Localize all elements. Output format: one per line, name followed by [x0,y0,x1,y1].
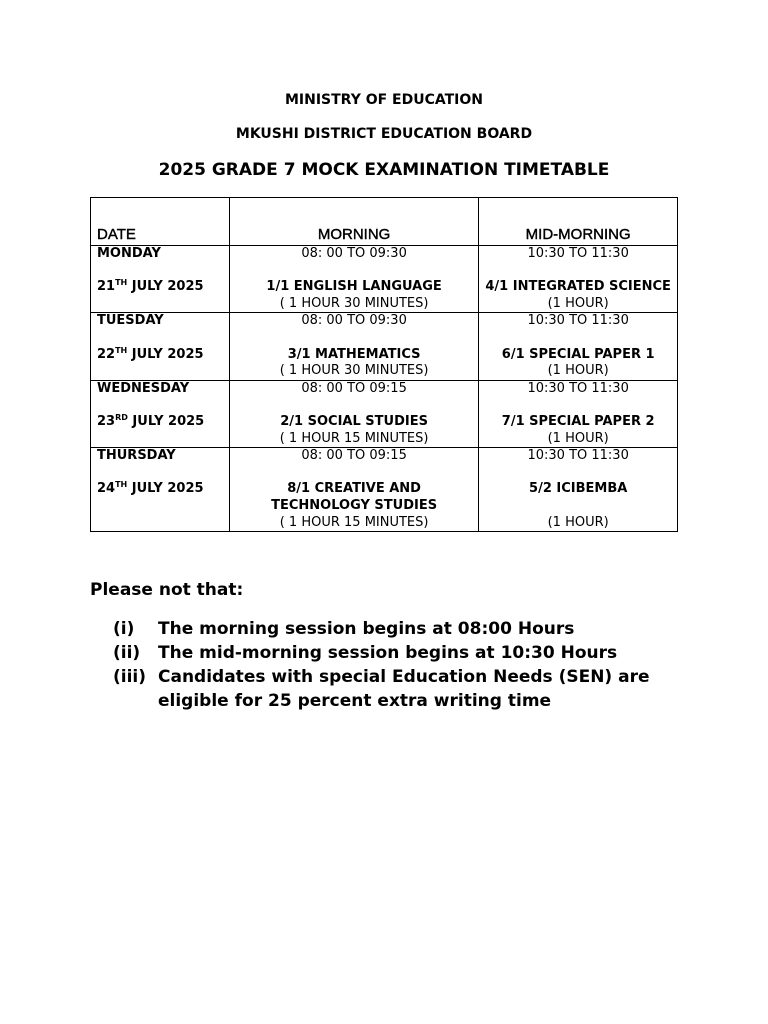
session-duration: (1 HOUR) [547,430,609,446]
date-cell [91,448,230,532]
note-text: The mid-morning session begins at 10:30 Hours [158,643,618,663]
day-name: TUESDAY [97,313,164,329]
list-item [113,617,693,641]
date-cell [91,246,230,313]
session-time: 10:30 TO 11:30 [527,448,629,464]
date-text: 24TH JULY 2025 [97,480,204,497]
list-number: (iii) [113,667,147,687]
table-row [91,448,678,532]
session-duration: (1 HOUR) [547,363,609,379]
session-time: 10:30 TO 11:30 [527,246,629,261]
notes-list [113,617,693,713]
table-header-row [91,198,678,246]
day-name: MONDAY [97,246,161,261]
subject-name: 8/1 CREATIVE AND TECHNOLOGY STUDIES [271,481,438,513]
day-name: THURSDAY [97,448,176,464]
session-duration: ( 1 HOUR 15 MINUTES) [279,430,429,446]
board-title: MKUSHI DISTRICT EDUCATION BOARD [235,126,533,142]
session-time: 10:30 TO 11:30 [527,313,629,329]
note-text: Candidates with special Education Needs (SEN) are eligible for 25 percent extra writing time [158,667,650,711]
morning-session-cell [229,448,478,532]
column-header-mid-morning: MID-MORNING [479,198,678,246]
list-number: (ii) [113,643,141,663]
morning-session-cell [229,246,478,313]
document-title: 2025 GRADE 7 MOCK EXAMINATION TIMETABLE [158,160,610,180]
subject-name: 5/2 ICIBEMBA [529,481,628,497]
morning-session-cell [229,380,478,447]
table-row [91,380,678,447]
subject-name: 3/1 MATHEMATICS [287,346,421,362]
mid-morning-session-cell [479,380,678,447]
mid-morning-session-cell [479,246,678,313]
table-row [91,313,678,380]
session-time: 08: 00 TO 09:15 [301,380,407,396]
table-row [91,246,678,313]
subject-name: 4/1 INTEGRATED SCIENCE [485,279,671,295]
ministry-title: MINISTRY OF EDUCATION [284,92,484,108]
notes-heading: Please not that: [90,580,244,600]
note-text: The morning session begins at 08:00 Hours [158,619,575,639]
session-duration: ( 1 HOUR 30 MINUTES) [279,295,429,311]
column-header-date: DATE [91,198,230,246]
column-header-morning: MORNING [229,198,478,246]
mid-morning-session-cell [479,448,678,532]
mid-morning-session-cell [479,313,678,380]
date-cell [91,313,230,380]
session-time: 10:30 TO 11:30 [527,380,629,396]
session-duration: (1 HOUR) [547,295,609,311]
subject-name: 2/1 SOCIAL STUDIES [280,413,428,429]
session-duration: ( 1 HOUR 30 MINUTES) [279,363,429,379]
date-cell [91,380,230,447]
exam-timetable [90,197,678,532]
date-text: 23RD JULY 2025 [97,412,205,429]
date-text: 21TH JULY 2025 [97,278,204,295]
session-time: 08: 00 TO 09:30 [301,313,407,329]
list-item [113,665,693,713]
session-time: 08: 00 TO 09:15 [301,448,407,464]
list-item [113,641,693,665]
morning-session-cell [229,313,478,380]
subject-name: 7/1 SPECIAL PAPER 2 [501,413,655,429]
session-duration: (1 HOUR) [547,514,609,530]
subject-name: 1/1 ENGLISH LANGUAGE [266,279,442,295]
date-text: 22TH JULY 2025 [97,345,204,362]
session-time: 08: 00 TO 09:30 [301,246,407,261]
day-name: WEDNESDAY [97,380,190,396]
session-duration: ( 1 HOUR 15 MINUTES) [279,514,429,530]
subject-name: 6/1 SPECIAL PAPER 1 [501,346,655,362]
list-number: (i) [113,619,135,639]
